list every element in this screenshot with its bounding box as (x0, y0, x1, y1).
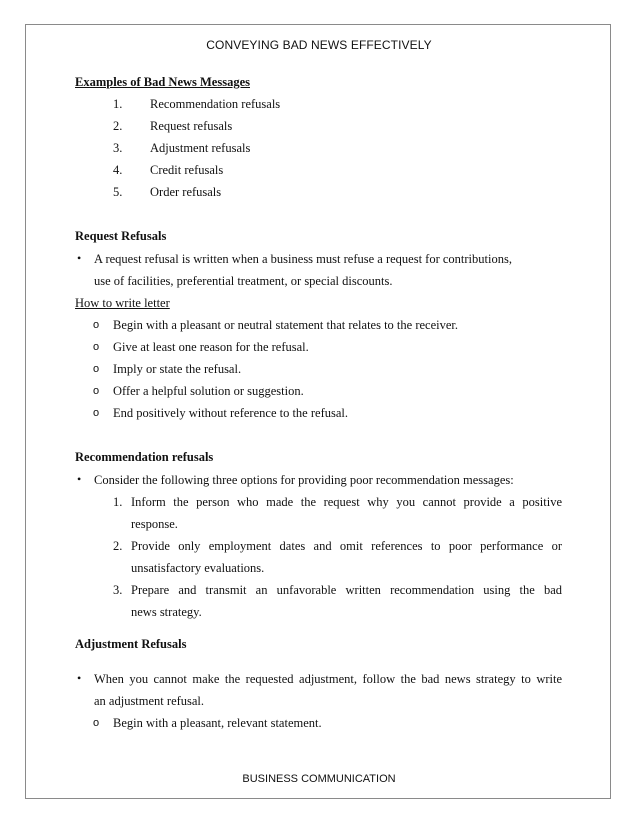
list-item: Offer a helpful solution or suggestion. (113, 384, 304, 398)
page-footer: BUSINESS COMMUNICATION (242, 773, 396, 785)
circle-bullet-icon: o (93, 319, 100, 331)
list-item: Inform the person who made the request why you cannot provide a positive (131, 495, 562, 509)
list-item: Prepare and transmit an unfavorable written recommendation using the bad (131, 583, 562, 597)
bullet-icon: • (77, 671, 82, 685)
list-item-continuation: response. (131, 517, 178, 531)
adjustment-heading: Adjustment Refusals (75, 637, 187, 651)
list-item-number: 1. (113, 495, 123, 509)
circle-bullet-icon: o (93, 363, 100, 375)
list-item: End positively without reference to the refusal. (113, 406, 348, 420)
list-item-number: 3. (113, 583, 123, 597)
list-item-number: 2. (113, 539, 123, 553)
request-bullet-line2: use of facilities, preferential treatment, or special discounts. (94, 274, 393, 288)
circle-bullet-icon: o (93, 385, 100, 397)
adjustment-bullet-line2: an adjustment refusal. (94, 694, 205, 708)
page-header: CONVEYING BAD NEWS EFFECTIVELY (206, 38, 432, 52)
recommendation-heading: Recommendation refusals (75, 450, 214, 464)
list-item-continuation: news strategy. (131, 605, 202, 619)
list-item-number: 1. (113, 97, 123, 111)
list-item-number: 2. (113, 119, 123, 133)
list-item: Give at least one reason for the refusal. (113, 340, 309, 354)
list-item: Provide only employment dates and omit references to poor performance or (131, 539, 562, 553)
circle-bullet-icon: o (93, 407, 100, 419)
request-heading: Request Refusals (75, 229, 167, 243)
request-bullet-line1: A request refusal is written when a business must refuse a request for contributions, (94, 252, 512, 266)
list-item: Begin with a pleasant or neutral statement that relates to the receiver. (113, 318, 459, 332)
bullet-icon: • (77, 472, 82, 486)
list-item-number: 3. (113, 141, 123, 155)
circle-bullet-icon: o (93, 341, 100, 353)
list-item: Imply or state the refusal. (113, 362, 242, 376)
howto-subheading: How to write letter (75, 296, 170, 310)
list-item: Order refusals (150, 185, 222, 199)
adjustment-bullet-line1: When you cannot make the requested adjustment, follow the bad news strategy to write (94, 672, 562, 686)
recommendation-bullet: Consider the following three options for providing poor recommendation messages: (94, 473, 514, 487)
list-item-continuation: unsatisfactory evaluations. (131, 561, 265, 575)
adjustment-sub-item: Begin with a pleasant, relevant statement. (113, 716, 322, 730)
list-item: Adjustment refusals (150, 141, 251, 155)
bullet-icon: • (77, 251, 82, 265)
circle-bullet-icon: o (93, 717, 100, 729)
list-item: Recommendation refusals (150, 97, 281, 111)
list-item-number: 4. (113, 163, 123, 177)
examples-heading: Examples of Bad News Messages (75, 75, 250, 89)
list-item: Request refusals (150, 119, 233, 133)
list-item: Credit refusals (150, 163, 224, 177)
list-item-number: 5. (113, 185, 123, 199)
